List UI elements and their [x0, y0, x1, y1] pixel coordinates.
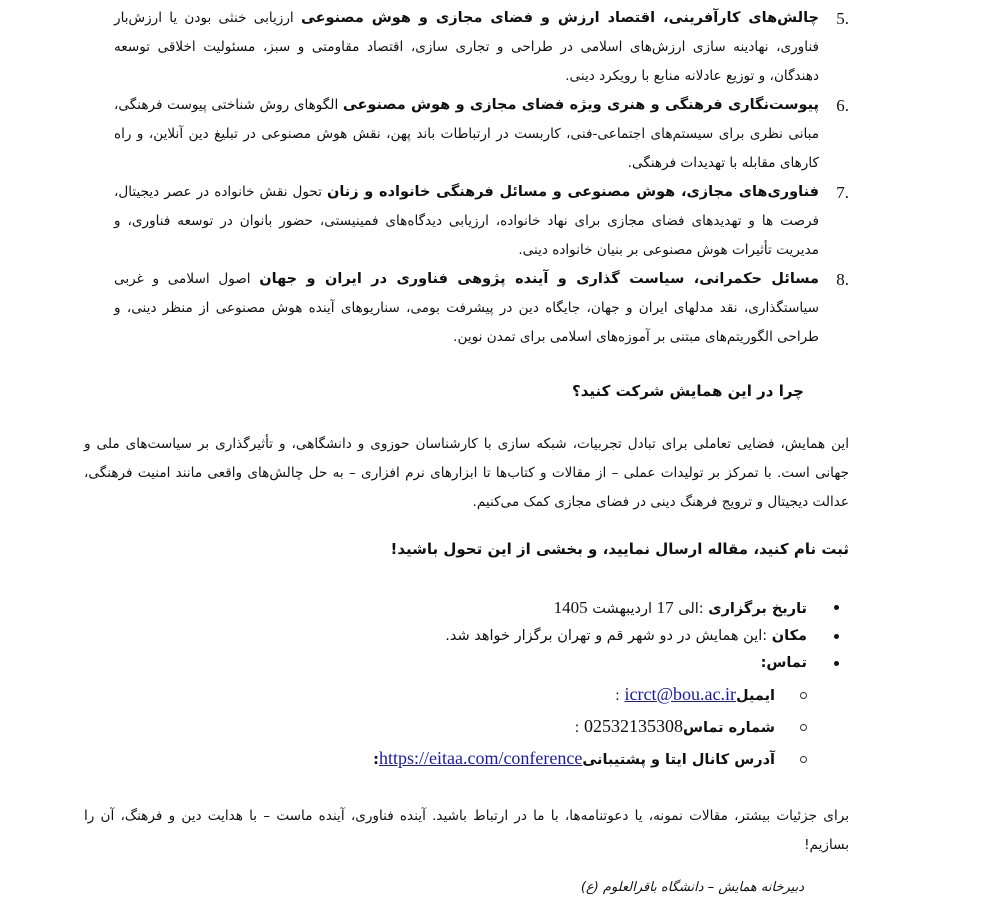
email-label: ایمیل — [736, 688, 775, 704]
topic-number: 6. — [836, 96, 849, 115]
location-value: :این همایش در دو شهر قم و تهران برگزار خواهد شد. — [445, 628, 772, 644]
event-info-list — [339, 594, 839, 775]
topic-number: 8. — [836, 270, 849, 289]
phone-item — [339, 711, 807, 743]
why-paragraph: این همایش، فضایی تعاملی برای تبادل تجربیات، شبکه سازی با کارشناسان حوزوی و دانشگاهی، و تأثیرگذاری بر سیاست‌های ملی و جهانی است. با تمرکز بر تولیدات عملی – از مقالات و کتاب‌ها تا ابزارهای نرم افزاری – به حل چالش‌های واقعی مانند امنیت فرهنگی، عدالت دیجیتال و ترویج فرهنگ دینی در فضای مجازی کمک می‌کنیم. — [84, 436, 849, 510]
topics-list — [114, 4, 849, 352]
channel-item — [339, 743, 807, 775]
bullet-icon — [834, 661, 839, 666]
closing-paragraph: برای جزئیات بیشتر، مقالات نمونه، یا دعوتنامه‌ها، با ما در ارتباط باشید. آینده فناوری، آینده ماست – با هدایت دین و فرهنگ، آن را بسازیم! — [84, 808, 849, 853]
topic-body: تحول نقش خانواده در عصر دیجیتال، فرصت ها و تهدیدهای فضای مجازی برای نهاد خانواده، ارزیابی دیدگاه‌های فمینیستی، حضور بانوان در توسعه فناوری، و مدیریت تأثیرات هوش مصنوعی بر بنیان خانواده دینی. — [114, 184, 819, 258]
topic-item-8 — [114, 265, 849, 352]
channel-label: آدرس کانال ایتا و پشتیبانی — [582, 752, 775, 768]
date-month: اردیبهشت — [587, 601, 657, 617]
topic-body: اصول اسلامی و غربی سیاستگذاری، نقد مدلهای ایران و جهان، جایگاه دین در پیشرفت بومی، سناریوهای آینده هوش مصنوعی از منظر دینی، و طراحی الگوریتم‌های مبتنی بر آموزه‌های اسلامی برای تمدن نوین. — [114, 271, 819, 345]
contact-item — [339, 650, 839, 775]
location-label: مکان — [771, 628, 807, 644]
contact-label: تماس: — [760, 655, 807, 671]
phone-number: 02532135308 — [584, 716, 683, 736]
date-label: تاریخ برگزاری — [708, 601, 807, 617]
topic-title: مسائل حکمرانی، سیاست گذاری و آینده پژوهی فناوری در ایران و جهان — [259, 271, 819, 287]
signature: دبیرخانه همایش – دانشگاه باقرالعلوم (ع) — [580, 880, 804, 895]
topic-title: چالش‌های کارآفرینی، اقتصاد ارزش و فضای مجازی و هوش مصنوعی — [300, 10, 820, 26]
phone-suffix: : — [574, 720, 584, 736]
topic-number: 7. — [836, 183, 849, 202]
circle-bullet-icon — [800, 756, 807, 763]
cta-heading: ثبت نام کنید، مقاله ارسال نمایید، و بخشی از این تحول باشید! — [390, 540, 849, 558]
phone-label: شماره تماس — [683, 720, 775, 736]
topic-item-7 — [114, 178, 849, 265]
topic-title: فناوری‌های مجازی، هوش مصنوعی و مسائل فرهنگی خانواده و زنان — [326, 184, 819, 200]
contacts-list — [339, 679, 807, 775]
topic-body: ارزیابی خنثی بودن یا ارزش‌بار فناوری، نهادینه سازی ارزش‌های اسلامی در طراحی و تجاری سازی، اقتصاد مقاومتی و سبز، مسئولیت اخلاقی توسعه دهندگان، و توزیع عادلانه منابع با رویکرد دینی. — [114, 10, 819, 84]
why-heading: چرا در این همایش شرکت کنید؟ — [572, 382, 804, 400]
topic-item-6 — [114, 91, 849, 178]
location-item — [339, 623, 839, 650]
topic-item-5 — [114, 4, 849, 91]
date-year: 1405 — [553, 598, 588, 617]
email-suffix: : — [614, 688, 625, 704]
circle-bullet-icon — [800, 692, 807, 699]
date-prefix: :الی — [673, 601, 709, 617]
channel-link[interactable]: https://eitaa.com/conference — [378, 748, 583, 768]
date-day: 17 — [656, 598, 674, 617]
bullet-icon — [834, 634, 839, 639]
topic-number: 5. — [836, 9, 849, 28]
channel-suffix: : — [373, 752, 379, 768]
circle-bullet-icon — [800, 724, 807, 731]
date-item — [339, 594, 839, 623]
email-link[interactable]: icrct@bou.ac.ir — [624, 684, 736, 704]
topic-body: الگوهای روش شناختی پیوست فرهنگی، مبانی نظری برای سیستم‌های اجتماعی-فنی، کاربست در ارتباطات باند پهن، نقش هوش مصنوعی در تبلیغ دین آنلاین، و راه کارهای مقابله با تهدیدات فرهنگی. — [114, 97, 819, 171]
email-item — [339, 679, 807, 711]
bullet-icon — [834, 605, 839, 610]
topic-title: پیوست‌نگاری فرهنگی و هنری ویژه فضای مجازی و هوش مصنوعی — [342, 97, 819, 113]
